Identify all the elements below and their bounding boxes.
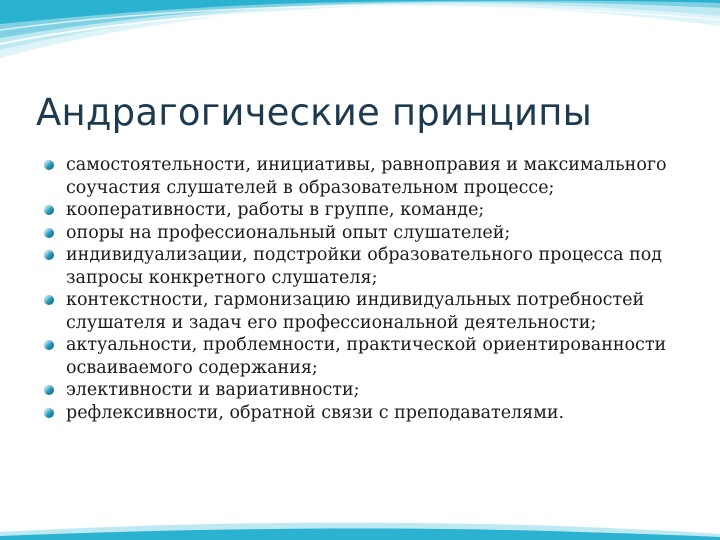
bullet-dot-icon xyxy=(44,408,54,418)
list-item-text: рефлексивности, обратной связи с преподавателями. xyxy=(66,402,565,423)
slide-title: Андрагогические принципы xyxy=(36,91,593,134)
header-wave-decoration xyxy=(0,0,720,80)
bullet-dot-icon xyxy=(44,340,54,350)
list-item-text: элективности и вариативности; xyxy=(66,380,360,400)
bullet-dot-icon xyxy=(44,250,54,260)
list-item xyxy=(44,154,704,199)
bullet-dot-icon xyxy=(44,295,54,305)
principles-list xyxy=(44,154,704,424)
list-item xyxy=(44,244,704,289)
list-item-text: кооперативности, работы в группе, команде; xyxy=(66,200,485,220)
bullet-dot-icon xyxy=(44,385,54,395)
list-item-text: актуальности, проблемности, практической ориентированности осваиваемого содержания; xyxy=(66,335,667,378)
list-item-text: опоры на профессиональный опыт слушателей; xyxy=(66,222,511,243)
list-item-text: контекстности, гармонизацию индивидуальных потребностей слушателя и задач его профессиональной деятельности; xyxy=(66,290,645,333)
list-item xyxy=(44,222,704,245)
footer-wave-decoration xyxy=(0,516,720,540)
list-item xyxy=(44,334,704,379)
list-item-text: индивидуализации, подстройки образовательного процесса под запросы конкретного слушателя; xyxy=(66,245,663,288)
list-item xyxy=(44,289,704,334)
bullet-dot-icon xyxy=(44,160,54,170)
bullet-dot-icon xyxy=(44,205,54,215)
list-item xyxy=(44,199,704,222)
list-item xyxy=(44,379,704,402)
bullet-dot-icon xyxy=(44,228,54,238)
list-item xyxy=(44,402,704,425)
list-item-text: самостоятельности, инициативы, равноправия и максимального соучастия слушателей в образовательном процессе; xyxy=(66,155,667,198)
